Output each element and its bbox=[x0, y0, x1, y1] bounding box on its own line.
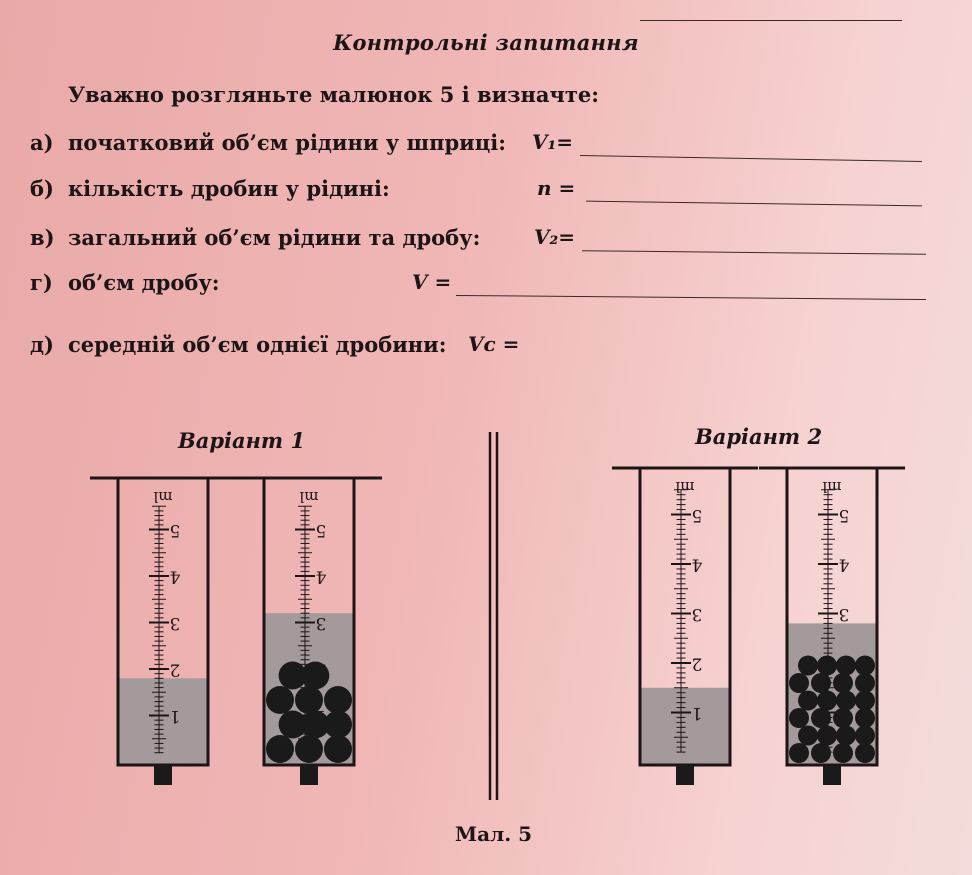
scale-label: 4 bbox=[838, 554, 850, 575]
shot-ball bbox=[836, 656, 856, 676]
liquid-fill bbox=[118, 678, 208, 765]
question-text: початковий об’єм рідини у шприці: bbox=[68, 130, 506, 155]
syringe-nozzle bbox=[676, 765, 694, 785]
shot-ball bbox=[811, 708, 831, 728]
question-text: загальний об’єм рідини та дробу: bbox=[68, 225, 481, 250]
syringe-variant2-before bbox=[612, 468, 758, 785]
question-text: кількість дробин у рідині: bbox=[68, 176, 390, 201]
shot-ball bbox=[798, 656, 818, 676]
shot-ball bbox=[266, 735, 294, 763]
syringe-nozzle bbox=[823, 765, 841, 785]
shot-ball bbox=[789, 708, 809, 728]
shot-ball bbox=[855, 656, 875, 676]
scale-label: 4 bbox=[691, 554, 703, 575]
scale-label: 1 bbox=[169, 706, 181, 726]
unit-label: ml bbox=[675, 478, 695, 496]
variant-1-label: Варіант 1 bbox=[178, 428, 306, 453]
shot-ball bbox=[798, 726, 818, 746]
scale-label: 3 bbox=[838, 604, 850, 624]
question-text: середній об’єм однієї дробини: bbox=[68, 332, 447, 357]
shot-ball bbox=[295, 735, 323, 763]
unit-label: ml bbox=[153, 488, 173, 506]
scale-label: 3 bbox=[169, 613, 181, 633]
question-letter: а) bbox=[30, 130, 54, 155]
shot-ball bbox=[855, 726, 875, 746]
answer-label-v1: V₁= bbox=[532, 130, 574, 154]
shot-ball bbox=[817, 656, 837, 676]
liquid-fill bbox=[640, 688, 730, 765]
scale-label: 2 bbox=[169, 659, 181, 680]
syringe-nozzle bbox=[154, 765, 172, 785]
shot-ball bbox=[811, 673, 831, 693]
question-letter: д) bbox=[30, 332, 54, 357]
unit-label: ml bbox=[822, 478, 842, 496]
scale-label: 5 bbox=[315, 520, 327, 540]
shot-ball bbox=[833, 743, 853, 763]
syringe-variant2-after bbox=[759, 468, 905, 785]
shot-ball bbox=[789, 673, 809, 693]
answer-label-n: n = bbox=[537, 176, 576, 200]
shot-ball bbox=[266, 686, 294, 714]
question-text: об’єм дробу: bbox=[68, 270, 220, 295]
scale-label: 5 bbox=[691, 505, 703, 525]
answer-label-v2: V₂= bbox=[534, 225, 576, 249]
answer-label-v: V = bbox=[412, 270, 452, 294]
scale-label: 5 bbox=[838, 505, 850, 525]
scale-label: 4 bbox=[169, 566, 181, 587]
shot-ball bbox=[789, 743, 809, 763]
scale-label: 3 bbox=[691, 604, 703, 624]
shot-ball bbox=[817, 726, 837, 746]
shot-ball bbox=[798, 691, 818, 711]
shot-ball bbox=[295, 686, 323, 714]
scale-label: 4 bbox=[315, 566, 327, 587]
shot-ball bbox=[324, 735, 352, 763]
syringe-variant1-before bbox=[90, 478, 236, 785]
scale-label: 2 bbox=[691, 653, 703, 674]
scale-label: 3 bbox=[315, 613, 327, 633]
shot-ball bbox=[817, 691, 837, 711]
shot-ball bbox=[301, 662, 329, 690]
syringe-variant1-after bbox=[236, 478, 382, 785]
shot-ball bbox=[855, 691, 875, 711]
unit-label: ml bbox=[299, 488, 319, 506]
shot-ball bbox=[324, 686, 352, 714]
shot-ball bbox=[855, 708, 875, 728]
syringe-nozzle bbox=[300, 765, 318, 785]
shot-ball bbox=[811, 743, 831, 763]
question-letter: б) bbox=[30, 176, 54, 201]
shot-ball bbox=[324, 711, 352, 739]
shot-ball bbox=[833, 708, 853, 728]
answer-label-vc: Vᴄ = bbox=[468, 332, 520, 356]
variant-2-label: Варіант 2 bbox=[695, 424, 823, 449]
shot-ball bbox=[833, 673, 853, 693]
section-heading: Контрольні запитання bbox=[333, 30, 639, 55]
scale-label: 1 bbox=[691, 703, 703, 723]
shot-ball bbox=[836, 691, 856, 711]
figure-caption: Мал. 5 bbox=[455, 822, 533, 846]
shot-ball bbox=[855, 743, 875, 763]
question-letter: г) bbox=[30, 270, 53, 295]
shot-ball bbox=[855, 673, 875, 693]
intro-text: Уважно розгляньте малюнок 5 і визначте: bbox=[68, 82, 600, 107]
question-letter: в) bbox=[30, 225, 55, 250]
shot-ball bbox=[836, 726, 856, 746]
scale-label: 5 bbox=[169, 520, 181, 540]
